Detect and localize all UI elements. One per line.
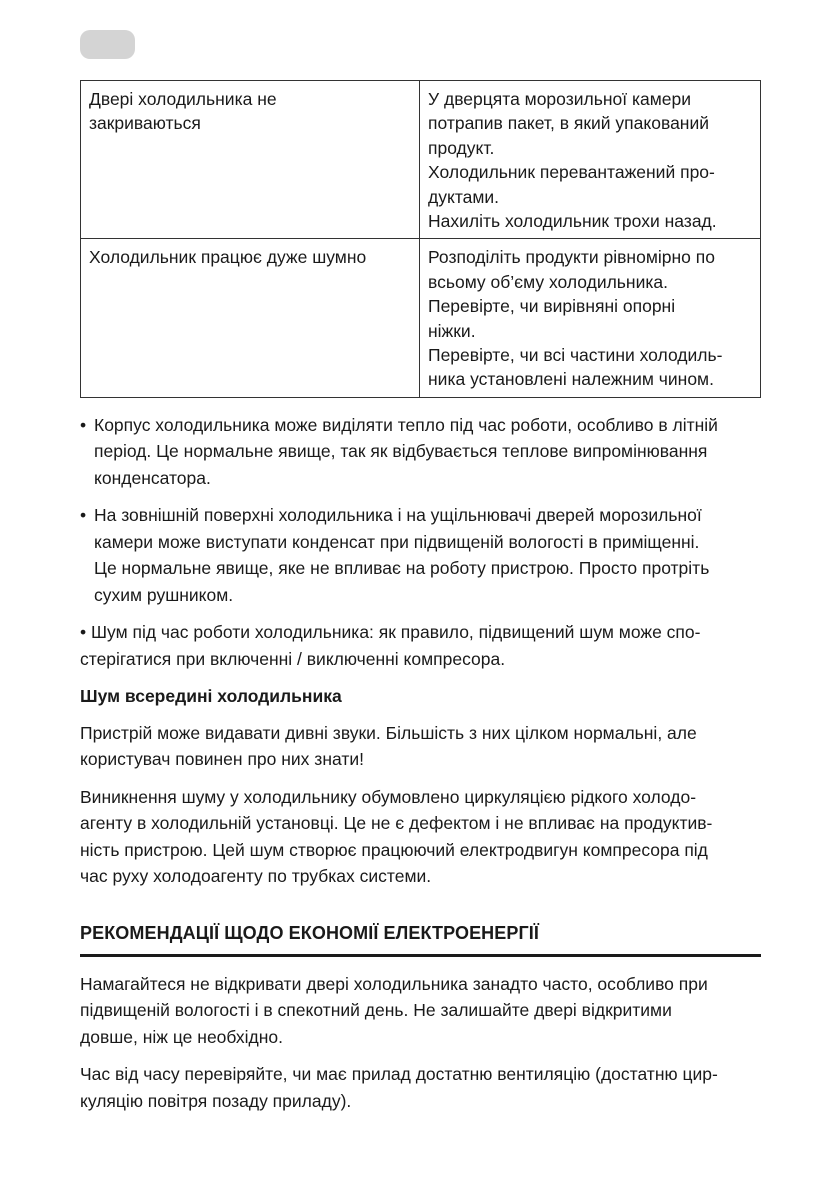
paragraph-line: час руху холодоагенту по трубках системи. [80,866,432,887]
solution-line: Перевірте, чи всі частини холодиль- [428,345,723,366]
note-line: конденсатора. [94,467,211,488]
solution-line: Нахиліть холодильник трохи назад. [428,211,717,232]
paragraph-line: Час від часу перевіряйте, чи має прилад достатню вентиляцію (достатню цир- [80,1064,718,1085]
note-bullet [80,619,761,672]
paragraph-line: Намагайтеся не відкривати двері холодильника занадто часто, особливо при [80,973,708,994]
solution-line: Холодильник перевантажений про- [428,162,715,183]
solution-line: ника установлені належним чином. [428,369,714,390]
problem-line: Холодильник працює дуже шумно [89,247,367,268]
bullet-marker: • [80,414,87,435]
solution-line: дуктами. [428,186,500,207]
table-row [81,239,761,397]
noise-heading: Шум всередині холодильника [80,686,342,707]
paragraph-line: агенту в холодильній установці. Це не є дефектом і не впливає на продуктив- [80,813,713,834]
paragraph-line: куляцію повітря позаду приладу). [80,1090,352,1111]
bullet-marker: • [80,505,87,526]
note-line: камери може виступати конденсат при підвищеній вологості в приміщенні. [94,531,700,552]
note-line: На зовнішній поверхні холодильника і на ущільнювачі дверей морозильної [94,505,702,526]
note-line: стерігатися при включенні / виключенні компресора. [80,648,506,669]
solution-cell [420,81,761,239]
solution-line: ніжки. [428,320,476,341]
energy-section-title: РЕКОМЕНДАЦІЇ ЩОДО ЕКОНОМІЇ ЕЛЕКТРОЕНЕРГІЇ [80,920,761,957]
page-content [80,80,761,1125]
solution-line: Перевірте, чи вирівняні опорні [428,296,676,317]
problem-cell [81,81,420,239]
paragraph-line: ність пристрою. Цей шум створює працюючий електродвигун компресора під [80,839,708,860]
paragraph-line: користувач повинен про них знати! [80,749,364,770]
energy-paragraph [80,1061,761,1114]
solution-line: потрапив пакет, в який упакований [428,113,710,134]
note-line: Це нормальне явище, яке не впливає на роботу пристрою. Просто протріть [94,558,710,579]
solution-line: продукт. [428,137,495,158]
energy-paragraph [80,971,761,1051]
note-bullet [80,412,761,492]
solution-cell [420,239,761,397]
solution-line: У дверцята морозильної камери [428,89,691,109]
noise-paragraph [80,720,761,773]
problem-cell [81,239,420,397]
solution-line: Розподіліть продукти рівномірно по [428,247,715,268]
solution-line: всьому об’єму холодильника. [428,271,669,292]
note-line: • Шум під час роботи холодильника: як правило, підвищений шум може спо- [80,622,701,643]
note-bullet [80,502,761,608]
troubleshooting-table [80,80,761,398]
paragraph-line: Пристрій може видавати дивні звуки. Більшість з них цілком нормальні, але [80,722,697,743]
note-line: період. Це нормальне явище, так як відбувається теплове випромінювання [94,441,708,462]
note-line: сухим рушником. [94,584,234,605]
problem-line: закриваються [89,113,201,134]
notes-list [80,412,761,673]
problem-line: Двері холодильника не [89,89,277,109]
note-line: Корпус холодильника може виділяти тепло під час роботи, особливо в літній [94,414,718,435]
noise-paragraph [80,784,761,890]
page-number-tab [80,30,135,59]
paragraph-line: підвищеній вологості і в спекотний день. Не залишайте двері відкритими [80,1000,672,1021]
paragraph-line: Виникнення шуму у холодильнику обумовлено циркуляцією рідкого холодо- [80,786,697,807]
table-row [81,81,761,239]
paragraph-line: довше, ніж це необхідно. [80,1026,283,1047]
